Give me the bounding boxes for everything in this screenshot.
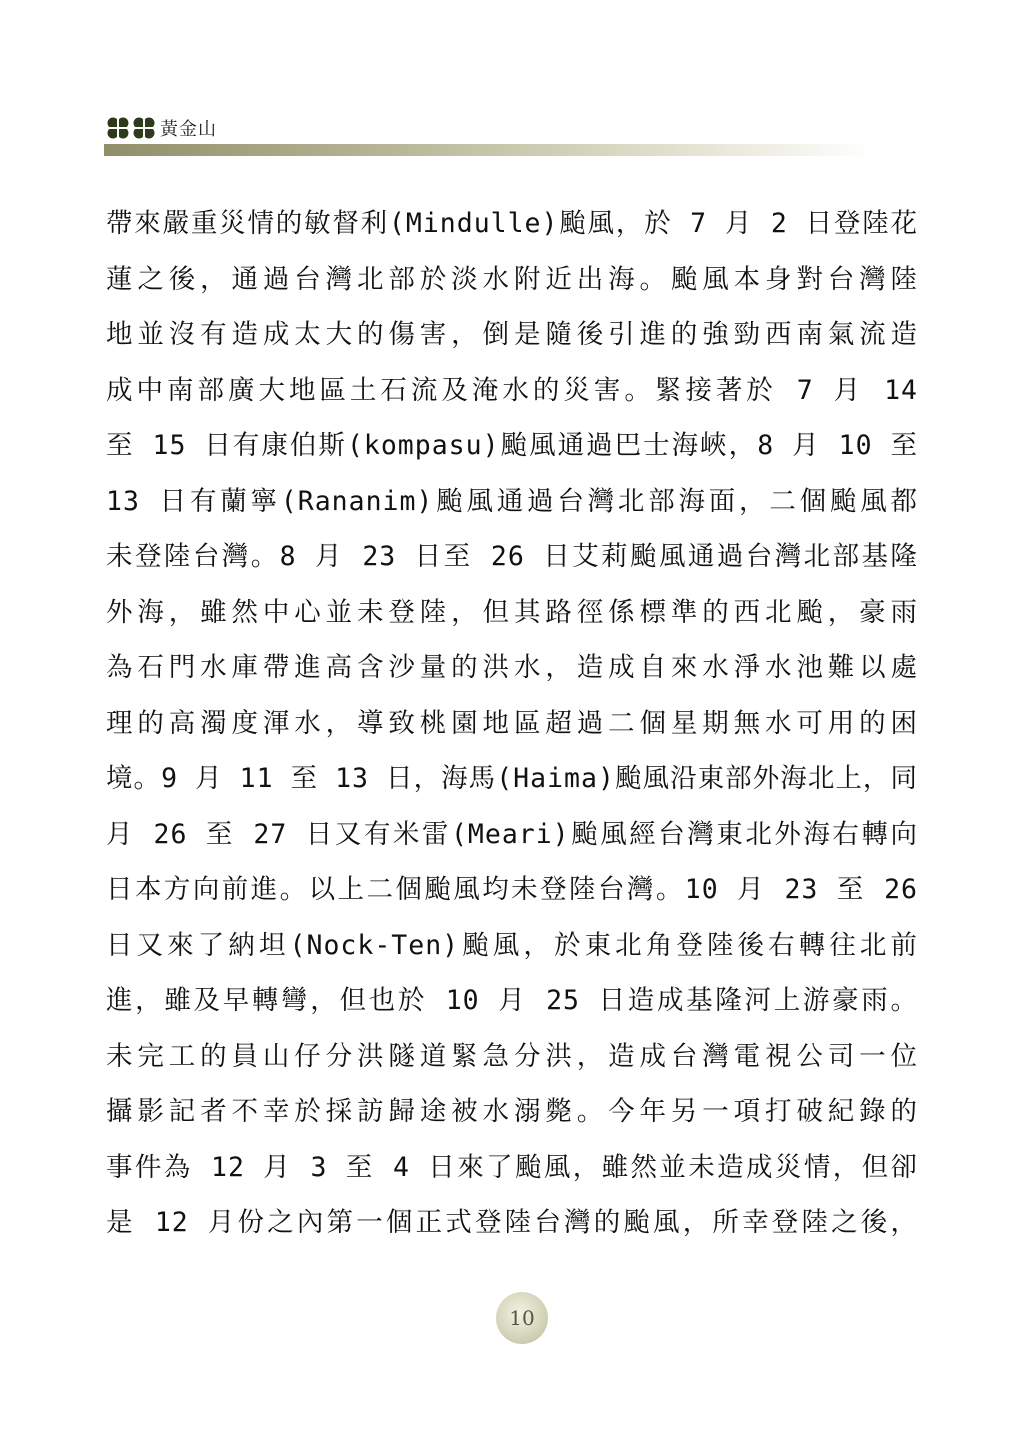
text-line: 攝影記者不幸於採訪歸途被水溺斃。今年另一項打破紀錄的 (106, 1096, 918, 1127)
text-line: 是 12 月份之內第一個正式登陸台灣的颱風，所幸登陸之後， (106, 1207, 918, 1238)
text-line: 月 26 至 27 日又有米雷(Meari)颱風經台灣東北外海右轉向 (106, 818, 918, 850)
page-header (106, 110, 217, 146)
four-leaf-clover-pair-icon (106, 116, 156, 140)
text-line: 日本方向前進。以上二個颱風均未登陸台灣。10 月 23 至 26 (106, 874, 918, 905)
text-line: 未登陸台灣。8 月 23 日至 26 日艾莉颱風通過台灣北部基隆 (106, 541, 918, 572)
header-divider (104, 144, 874, 156)
header-title: 黃金山 (160, 119, 217, 140)
text-line: 13 日有蘭寧(Rananim)颱風通過台灣北部海面，二個颱風都 (106, 485, 918, 517)
text-line: 境。9 月 11 至 13 日，海馬(Haima)颱風沿東部外海北上，同 (106, 763, 918, 794)
text-line: 進，雖及早轉彎，但也於 10 月 25 日造成基隆河上游豪雨。 (106, 985, 918, 1016)
text-line: 成中南部廣大地區土石流及淹水的災害。緊接著於 7 月 14 (106, 374, 918, 406)
text-line: 理的高濁度渾水，導致桃園地區超過二個星期無水可用的困 (106, 707, 918, 739)
text-line: 日又來了納坦(Nock-Ten)颱風，於東北角登陸後右轉往北前 (106, 929, 918, 961)
text-line: 事件為 12 月 3 至 4 日來了颱風，雖然並未造成災情，但卻 (106, 1151, 918, 1183)
text-line: 帶來嚴重災情的敏督利(Mindulle)颱風，於 7 月 2 日登陸花 (106, 208, 918, 239)
text-line: 至 15 日有康伯斯(kompasu)颱風通過巴士海峽，8 月 10 至 (106, 430, 918, 461)
text-line: 未完工的員山仔分洪隧道緊急分洪，造成台灣電視公司一位 (106, 1040, 918, 1072)
text-line: 為石門水庫帶進高含沙量的洪水，造成自來水淨水池難以處 (106, 652, 918, 683)
text-line: 外海，雖然中心並未登陸，但其路徑係標準的西北颱，豪雨 (106, 596, 918, 628)
text-line: 地並沒有造成太大的傷害，倒是隨後引進的強勁西南氣流造 (106, 319, 918, 350)
text-line: 蓮之後，通過台灣北部於淡水附近出海。颱風本身對台灣陸 (106, 263, 918, 295)
body-text (106, 196, 918, 1251)
page-number: 10 (496, 1292, 548, 1344)
